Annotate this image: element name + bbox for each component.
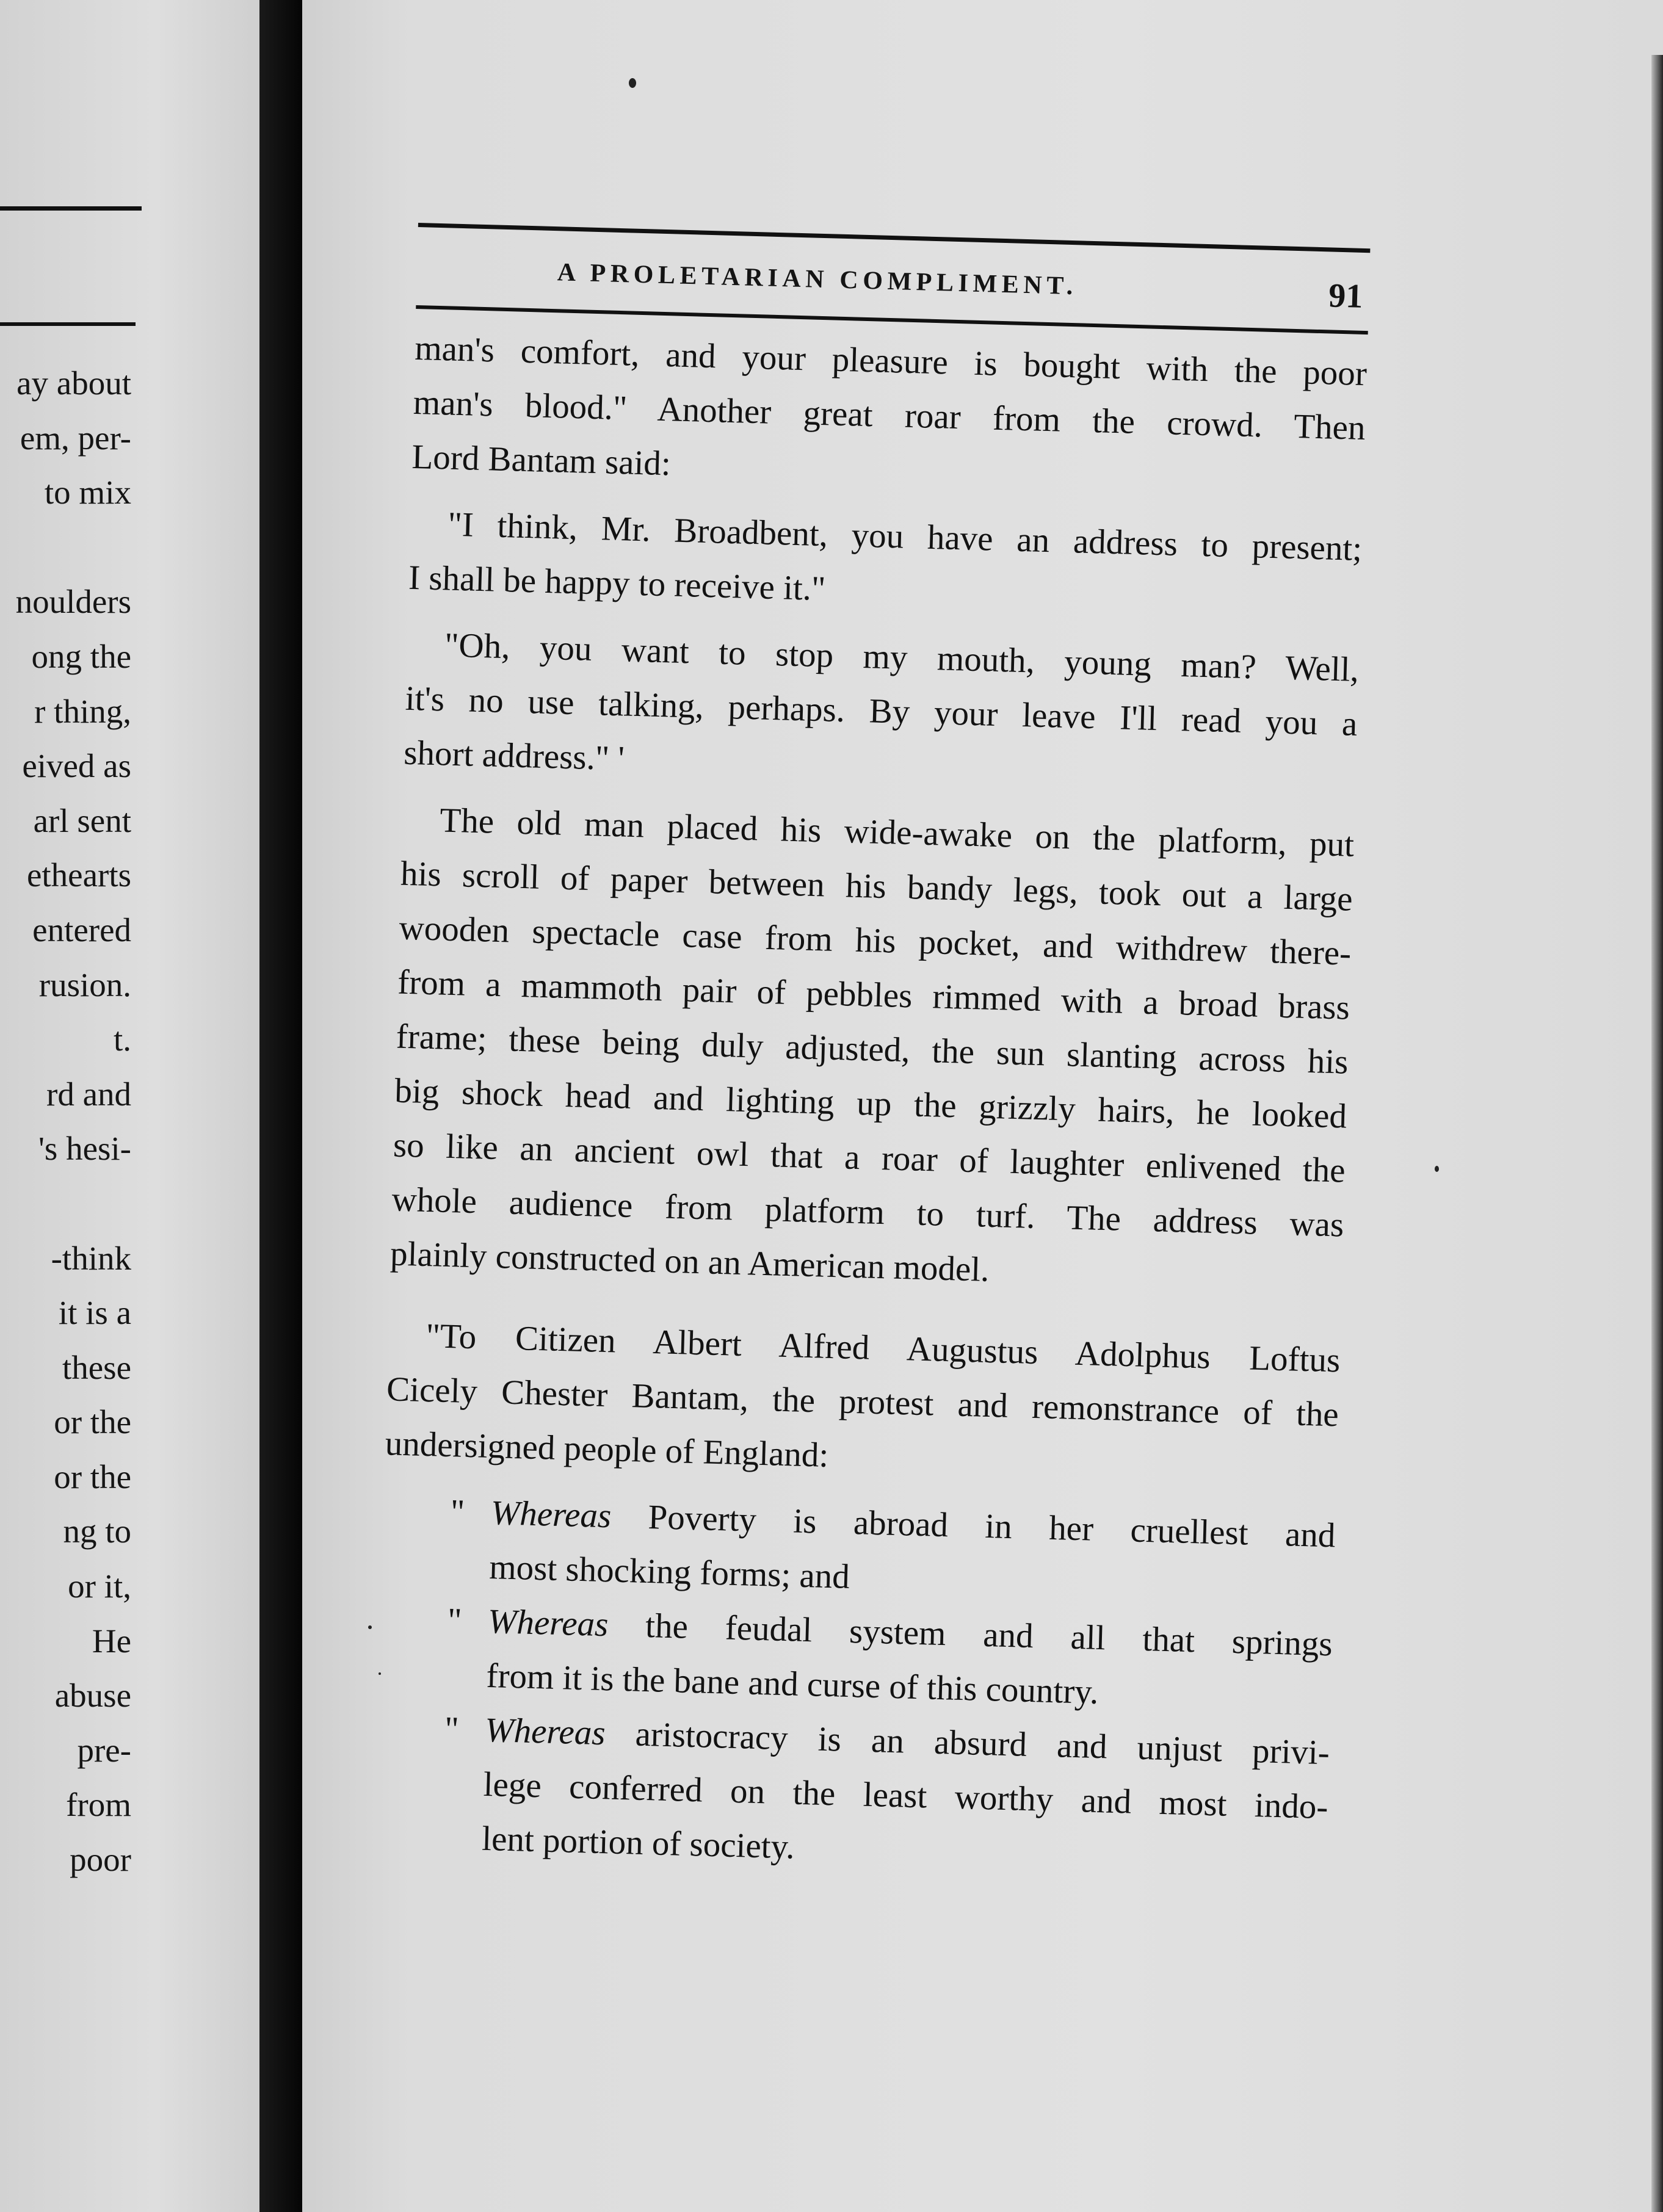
opening-quote: " <box>450 1492 466 1531</box>
text-line: "To Citizen Albert Alfred Augustus Adolphus Loftus <box>425 1317 1341 1380</box>
text-line: from a mammoth pair of pebbles rimmed with a broad brass <box>397 963 1350 1027</box>
text-line: it's no use talking, perhaps. By your leave I'll read you a <box>405 679 1358 743</box>
left-line: rd and <box>46 1075 131 1113</box>
text-line: big shock head and lighting up the grizzly hairs, he looked <box>394 1071 1347 1136</box>
left-line: pre- <box>77 1731 131 1769</box>
text-line: plainly constructed on an American model. <box>389 1234 990 1289</box>
text-line: Cicely Chester Bantam, the protest and remonstrance of the <box>386 1370 1339 1434</box>
left-facing-page <box>0 0 259 2212</box>
text-line: undersigned people of England: <box>385 1424 830 1475</box>
page-header <box>416 227 1370 331</box>
text-line: the feudal system and all that springs <box>607 1605 1333 1664</box>
left-line: arl sent <box>33 801 131 839</box>
text-line: man's blood." Another great roar from the crowd. Then <box>413 383 1366 448</box>
text-line: lent portion of society. <box>481 1819 795 1867</box>
left-line: poor <box>70 1841 131 1879</box>
left-line: these <box>62 1348 131 1386</box>
left-page-top-rule <box>0 206 142 211</box>
text-line: aristocracy is an absurd and unjust privi- <box>604 1714 1330 1773</box>
left-line: -think <box>51 1239 131 1277</box>
running-head: A PROLETARIAN COMPLIMENT. <box>557 258 1078 301</box>
left-line: abuse <box>54 1677 131 1715</box>
text-block <box>374 223 1370 1889</box>
text-line: I shall be happy to receive it." <box>408 558 827 609</box>
left-line: or it, <box>68 1567 131 1605</box>
left-line: ong the <box>31 637 131 675</box>
left-line: it is a <box>58 1294 131 1332</box>
left-line: noulders <box>15 583 131 621</box>
left-line: from <box>66 1786 131 1824</box>
text-line: from it is the bane and curse of this country. <box>485 1656 1100 1712</box>
text-line: frame; these being duly adjusted, the sun slanting across his <box>396 1017 1349 1082</box>
text-line: whole audience from platform to turf. The address was <box>391 1180 1344 1245</box>
whereas-clause-3 <box>444 1703 1330 1889</box>
opening-quote: " <box>447 1601 463 1640</box>
left-line: eived as <box>22 747 131 785</box>
dust-speck <box>1435 1166 1439 1172</box>
text-line: man's comfort, and your pleasure is bought with the poor <box>414 328 1368 394</box>
text-line: wooden spectacle case from his pocket, and withdrew there- <box>398 908 1352 973</box>
text-line: Lord Bantam said: <box>411 437 672 483</box>
text-line: most shocking forms; and <box>488 1547 850 1596</box>
text-line: lege conferred on the least worthy and most indo- <box>482 1765 1329 1827</box>
text-line: The old man placed his wide-awake on the platform, put <box>439 801 1355 864</box>
book-gutter-shadow <box>259 0 302 2212</box>
whereas-word: Whereas <box>487 1602 609 1644</box>
whereas-word: Whereas <box>484 1710 606 1753</box>
left-line: ay about <box>16 364 131 402</box>
text-line: "I think, Mr. Broadbent, you have an address to present; <box>447 505 1363 569</box>
text-line: "Oh, you want to stop my mouth, young man? Well, <box>444 626 1360 689</box>
left-line: em, per- <box>20 419 131 457</box>
text-line: Poverty is abroad in her cruellest and <box>610 1497 1336 1555</box>
left-page-second-rule <box>0 322 136 326</box>
dust-speck <box>368 1625 372 1629</box>
page-body <box>374 321 1368 1889</box>
left-line: t. <box>113 1021 131 1058</box>
text-line: his scroll of paper between his bandy legs, took out a large <box>400 854 1353 919</box>
left-line <box>0 1176 131 1231</box>
left-line: or the <box>54 1458 131 1495</box>
opening-quote: " <box>444 1710 460 1749</box>
left-line: entered <box>32 911 131 949</box>
left-page-line-fragments <box>0 356 131 1887</box>
page-number: 91 <box>1328 276 1364 316</box>
right-page <box>302 0 1663 2212</box>
whereas-word: Whereas <box>490 1494 612 1536</box>
left-line: ng to <box>63 1513 131 1550</box>
left-line: ethearts <box>26 856 131 894</box>
dust-speck <box>629 78 636 88</box>
left-line: or the <box>54 1403 131 1441</box>
left-line: 's hesi- <box>38 1130 131 1168</box>
left-line: r thing, <box>34 692 131 730</box>
left-line: rusion. <box>38 966 131 1003</box>
left-line: He <box>92 1622 131 1660</box>
page-edge-shadow <box>1651 55 1663 2212</box>
left-line <box>0 520 131 575</box>
left-line: to mix <box>44 474 131 511</box>
text-line: short address." ' <box>403 733 625 778</box>
text-line: so like an ancient owl that a roar of laughter enlivened the <box>393 1126 1346 1190</box>
